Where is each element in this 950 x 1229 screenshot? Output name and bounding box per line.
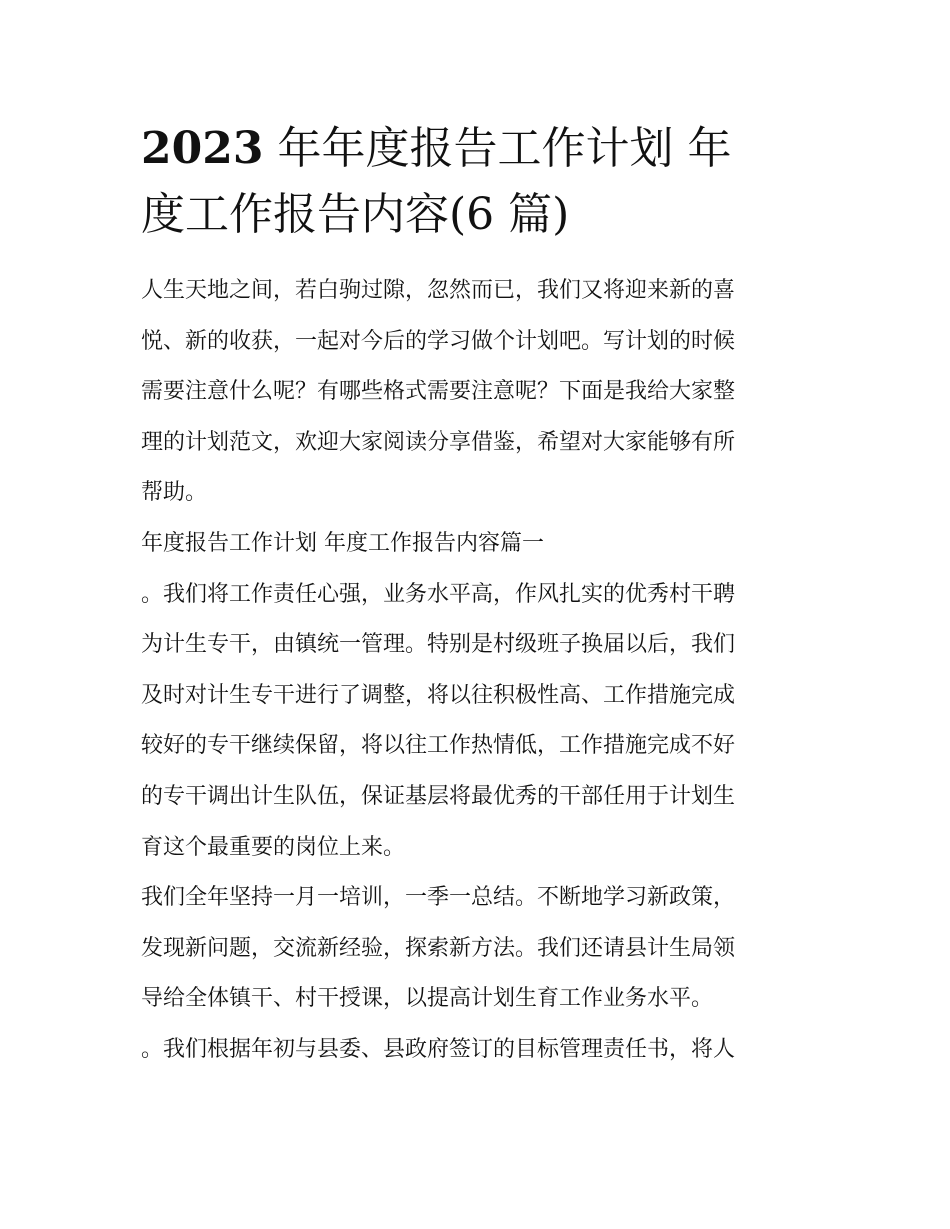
title-year: 2023 <box>141 123 264 174</box>
intro-line: 理的计划范文，欢迎大家阅读分享借鉴，希望对大家能够有所 <box>141 429 736 455</box>
paragraph-line: 。我们将工作责任心强，业务水平高，作风扎实的优秀村干聘 <box>141 581 736 607</box>
document-body <box>141 116 817 1076</box>
paragraph-line: 较好的专干继续保留，将以往工作热情低，工作措施完成不好 <box>141 733 736 759</box>
paragraph-line: 。我们根据年初与县委、县政府签订的目标管理责任书，将人 <box>141 1036 736 1062</box>
paragraph-line: 为计生专干，由镇统一管理。特别是村级班子换届以后，我们 <box>141 632 736 658</box>
paragraph-line: 及时对计生专干进行了调整，将以往积极性高、工作措施完成 <box>141 682 736 708</box>
intro-paragraph <box>141 266 817 519</box>
paragraph-line: 育这个最重要的岗位上来。 <box>141 834 406 860</box>
intro-line: 帮助。 <box>141 480 208 506</box>
section-heading-1: 年度报告工作计划 年度工作报告内容篇一 <box>141 530 544 556</box>
body-paragraph-2 <box>141 873 817 1025</box>
intro-line: 悦、新的收获，一起对今后的学习做个计划吧。写计划的时候 <box>141 328 736 354</box>
title-line-2: 度工作报告内容(6 篇) <box>141 189 570 240</box>
title-line-1-text: 年年度报告工作计划 年 <box>263 123 732 174</box>
intro-line: 需要注意什么呢？有哪些格式需要注意呢？下面是我给大家整 <box>141 379 736 405</box>
body-paragraph-1 <box>141 570 817 874</box>
paragraph-line: 我们全年坚持一月一培训，一季一总结。不断地学习新政策， <box>141 885 736 911</box>
body-paragraph-3 <box>141 1025 817 1076</box>
document-title <box>141 116 817 248</box>
title-line-1 <box>141 116 817 182</box>
paragraph-line: 的专干调出计生队伍，保证基层将最优秀的干部任用于计划生 <box>141 783 736 809</box>
paragraph-line: 导给全体镇干、村干授课，以提高计划生育工作业务水平。 <box>141 986 714 1012</box>
intro-line: 人生天地之间，若白驹过隙，忽然而已，我们又将迎来新的喜 <box>141 278 736 303</box>
paragraph-line: 发现新问题，交流新经验，探索新方法。我们还请县计生局领 <box>141 935 736 961</box>
